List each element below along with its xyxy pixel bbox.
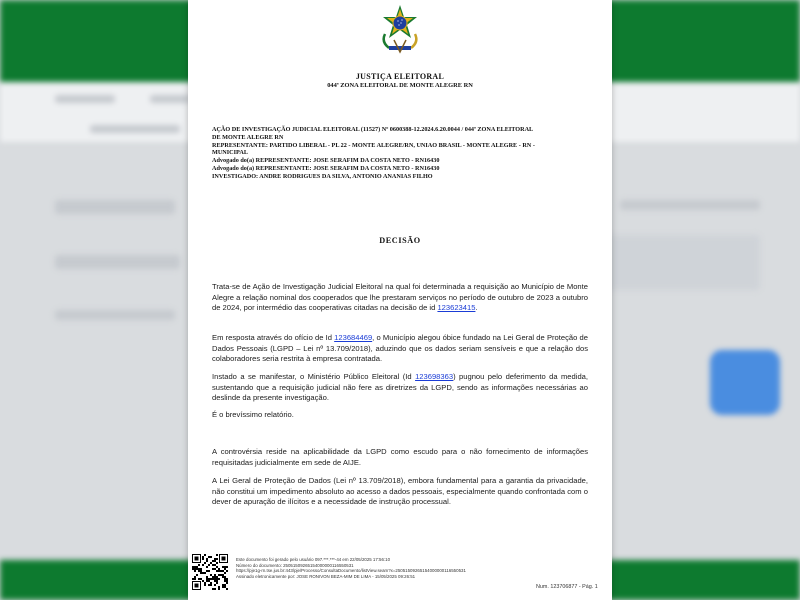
decision-title: DECISÃO bbox=[379, 236, 421, 245]
paragraph-report bbox=[212, 282, 588, 314]
footer-line: Este documento foi gerado pelo usuário 097.***.***-44 em 22/05/2025 17:56:10 bbox=[236, 557, 391, 562]
signature-footer bbox=[236, 557, 606, 579]
paragraph-text: Instado a se manifestar, o Ministério Público Eleitoral (Id bbox=[212, 372, 416, 381]
paragraph-text: É o brevíssimo relatório. bbox=[212, 410, 294, 419]
paragraph-text: ) pugnou pelo deferimento da medida, sustentando que a requisição judicial não fere as diretrizes da LGPD, sendo as informações necessárias ao deslinde da presente investigação. bbox=[212, 372, 589, 403]
background-text-block bbox=[90, 125, 180, 133]
document-id-link[interactable]: 123698363 bbox=[415, 372, 454, 381]
background-text-block bbox=[55, 255, 180, 269]
case-info-block bbox=[212, 126, 590, 181]
paragraph-report-closing bbox=[212, 410, 588, 421]
background-card bbox=[590, 235, 760, 290]
case-info-line: DE MONTE ALEGRE RN bbox=[212, 133, 284, 141]
case-info-line: Advogado do(a) REPRESENTANTE: JOSE SERAFIM DA COSTA NETO - RN16430 bbox=[212, 164, 440, 172]
paragraph-controversy bbox=[212, 447, 588, 468]
document-page bbox=[188, 0, 612, 600]
background-text-block bbox=[620, 200, 760, 210]
case-info-line: Advogado do(a) REPRESENTANTE: JOSE SERAFIM DA COSTA NETO - RN16430 bbox=[212, 157, 440, 165]
case-info-line: REPRESENTANTE: PARTIDO LIBERAL - PL 22 - MONTE ALEGRE/RN, UNIAO BRASIL - MONTE ALEGRE - RN - bbox=[212, 141, 535, 149]
qr-code-icon bbox=[192, 554, 228, 590]
paragraph-text: Em resposta através do ofício de Id bbox=[212, 333, 335, 342]
page-reference: Num. 123706877 - Pág. 1 bbox=[536, 584, 598, 590]
paragraph-lgpd bbox=[212, 476, 588, 508]
case-info-line: AÇÃO DE INVESTIGAÇÃO JUDICIAL ELEITORAL (11527) Nº 0600388-12.2024.6.20.0044 / 044ª ZONA ELEITORAL bbox=[212, 126, 534, 133]
document-id-link[interactable]: 123684469 bbox=[334, 333, 373, 342]
background-chat-button bbox=[710, 350, 780, 415]
paragraph-prosecutor bbox=[212, 372, 588, 404]
paragraph-text: A Lei Geral de Proteção de Dados (Lei nº 13.709/2018), embora fundamental para a garantia da privacidade, não constitui um impedimento absoluto ao acesso a dados pessoais, especialmente quando confrontada com o dever de apuração de ilícitos e a necessidade de instrução processual. bbox=[212, 476, 588, 507]
background-text-block bbox=[55, 95, 115, 103]
court-zone: 044ª ZONA ELEITORAL DE MONTE ALEGRE RN bbox=[327, 82, 473, 89]
footer-line: https://pje1g-rn.tse.jus.br:443/pje/Processo/ConsultaDocumento/listView.seam?x=25051509265154000000116550531 bbox=[236, 568, 466, 574]
paragraph-municipality-response bbox=[212, 333, 588, 365]
paragraph-text: A controvérsia reside na aplicabilidade da LGPD como escudo para o não fornecimento de informações requisitadas judicialmente em sede de AIJE. bbox=[212, 447, 588, 467]
paragraph-text: Trata-se de Ação de Investigação Judicial Eleitoral na qual foi determinada a requisição ao Município de Monte Alegre a relação nominal dos cooperados que lhe prestaram serviços no período de outubro de 2023 a outubro de 2024, por intermédio das cooperativas citadas na decisão de id bbox=[212, 282, 588, 313]
background-text-block bbox=[55, 310, 175, 320]
case-info-line: INVESTIGADO: ANDRE RODRIGUES DA SILVA, ANTONIO ANANIAS FILHO bbox=[212, 172, 433, 180]
footer-line: Número do documento: 25051509265154000000116550531 bbox=[236, 562, 354, 568]
document-id-link[interactable]: 123623415 bbox=[437, 303, 476, 313]
court-title: JUSTIÇA ELEITORAL bbox=[355, 72, 445, 81]
background-text-block bbox=[150, 95, 190, 103]
background-text-block bbox=[55, 200, 175, 214]
paragraph-text: . bbox=[475, 303, 478, 313]
case-info-line: MUNICIPAL bbox=[212, 149, 248, 157]
footer-line: Assinado eletronicamente por: JOSE RONIVON BEZA-MIM DE LIMA - 15/05/2025 09:26:51 bbox=[236, 573, 416, 579]
paragraph-text: , o Município alegou óbice fundado na Lei Geral de Proteção de Dados Pessoais (LGPD – Lei nº 13.709/2018), aduzindo que os dados seriam sensíveis e que a relação dos colaboradores seria restrita à empresa contratada. bbox=[212, 333, 588, 364]
coat-of-arms-icon bbox=[377, 4, 423, 54]
